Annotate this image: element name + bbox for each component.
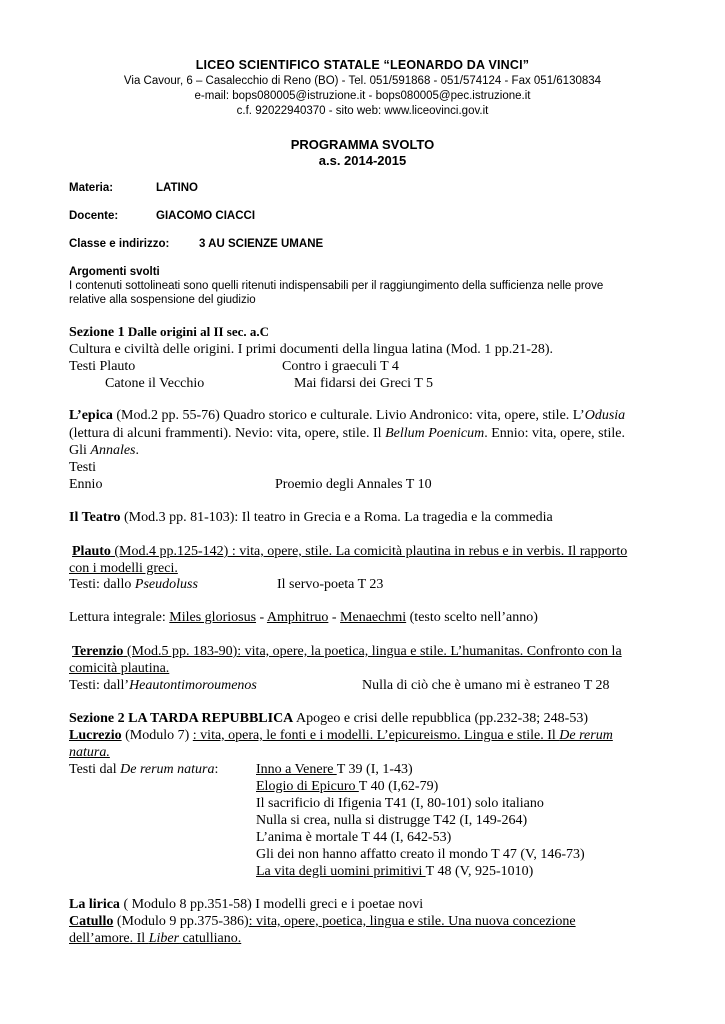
terenzio-line1: Terenzio (Mod.5 pp. 183-90): vita, opere, la poetica, lingua e stile. L’humanitas. Confronto con la: [72, 644, 622, 659]
teatro-line: Il Teatro (Mod.3 pp. 81-103): Il teatro in Grecia e a Roma. La tragedia e la commedia: [69, 510, 553, 525]
school-name: LICEO SCIENTIFICO STATALE “LEONARDO DA VINCI”: [195, 58, 530, 72]
lucrezio-testi-label: Testi dal De rerum natura:: [69, 762, 219, 777]
school-fiscal-code: c.f. 92022940370 - sito web: www.liceovinci.gov.it: [236, 105, 489, 117]
lucrezio-testo-1: Inno a Venere T 39 (I, 1-43): [256, 762, 413, 777]
section1-heading: Sezione 1 Dalle origini al II sec. a.C: [69, 324, 270, 340]
section1-testo-graeculi: Contro i graeculi T 4: [282, 359, 399, 374]
materia-label: Materia:: [69, 182, 114, 194]
lucrezio-line2: natura.: [69, 745, 110, 760]
materia-value: LATINO: [156, 182, 198, 194]
epica-proemio: Proemio degli Annales T 10: [275, 477, 432, 492]
section1-testi-catone: Catone il Vecchio: [105, 376, 205, 391]
terenzio-line2: comicità plautina.: [69, 661, 170, 676]
section1-testo-greci: Mai fidarsi dei Greci T 5: [294, 376, 434, 391]
epica-line3: Gli Annales.: [69, 443, 139, 458]
epica-testi-label: Testi: [69, 460, 97, 475]
epica-ennio: Ennio: [69, 477, 103, 492]
lettura-integrale: Lettura integrale: Miles gloriosus - Amphitruo - Menaechmi (testo scelto nell’anno): [69, 610, 538, 625]
lucrezio-testo-3: Il sacrificio di Ifigenia T41 (I, 80-101) solo italiano: [256, 796, 544, 811]
catullo-line1: Catullo (Modulo 9 pp.375-386): vita, opere, poetica, lingua e stile. Una nuova concezione: [69, 914, 576, 929]
classe-value: 3 AU SCIENZE UMANE: [199, 238, 324, 250]
document-title: PROGRAMMA SVOLTO: [290, 137, 435, 152]
plauto-line2: con i modelli greci.: [69, 561, 178, 576]
lucrezio-testo-5: L’anima è mortale T 44 (I, 642-53): [256, 830, 452, 845]
docente-value: GIACOMO CIACCI: [156, 210, 256, 222]
plauto-line1: Plauto (Mod.4 pp.125-142) : vita, opere, stile. La comicità plautina in rebus e in verbis. Il rapporto: [72, 544, 628, 559]
classe-label: Classe e indirizzo:: [69, 238, 170, 250]
argomenti-heading: Argomenti svolti: [69, 266, 160, 278]
lucrezio-testo-4: Nulla si crea, nulla si distrugge T42 (I, 149-264): [256, 813, 528, 828]
catullo-line2: dell’amore. Il Liber catulliano.: [69, 931, 242, 946]
plauto-testi: Testi: dallo Pseudoluss: [69, 577, 198, 592]
lirica-line: La lirica ( Modulo 8 pp.351-58) I modelli greci e i poetae novi: [69, 897, 424, 912]
school-year: a.s. 2014-2015: [318, 153, 407, 168]
lucrezio-line1: Lucrezio (Modulo 7) : vita, opera, le fonti e i modelli. L’epicureismo. Lingua e stile. Il De rerum: [69, 728, 613, 743]
argomenti-note-line1: I contenuti sottolineati sono quelli ritenuti indispensabili per il raggiungimento della sufficienza nelle prove: [69, 280, 604, 292]
plauto-testo-servo: Il servo-poeta T 23: [277, 577, 384, 592]
school-address: Via Cavour, 6 – Casalecchio di Reno (BO) - Tel. 051/591868 - 051/574124 - Fax 051/6130834: [123, 75, 602, 87]
argomenti-note-line2: relative alla sospensione del giudizio: [69, 294, 256, 306]
epica-line2: (lettura di alcuni frammenti). Nevio: vita, opere, stile. Il Bellum Poenicum. Ennio: vita, opere, stile.: [69, 426, 625, 441]
lucrezio-testo-6: Gli dei non hanno affatto creato il mondo T 47 (V, 146-73): [256, 847, 585, 862]
docente-label: Docente:: [69, 210, 119, 222]
terenzio-testi: Testi: dall’Heautontimoroumenos: [69, 678, 257, 693]
section2-heading: Sezione 2 LA TARDA REPUBBLICA Apogeo e crisi delle repubblica (pp.232-38; 248-53): [69, 711, 588, 726]
lucrezio-testo-7: La vita degli uomini primitivi T 48 (V, 925-1010): [256, 864, 534, 879]
school-email: e-mail: bops080005@istruzione.it - bops080005@pec.istruzione.it: [194, 90, 531, 102]
epica-line1: L’epica (Mod.2 pp. 55-76) Quadro storico e culturale. Livio Andronico: vita, opere, stile. L’Odusia: [69, 408, 626, 423]
terenzio-testo-nulla: Nulla di ciò che è umano mi è estraneo T 28: [362, 678, 610, 693]
lucrezio-testo-2: Elogio di Epicuro T 40 (I,62-79): [256, 779, 439, 794]
section1-testi-plauto: Testi Plauto: [69, 359, 136, 374]
section1-intro: Cultura e civiltà delle origini. I primi documenti della lingua latina (Mod. 1 pp.21-28).: [69, 342, 554, 357]
